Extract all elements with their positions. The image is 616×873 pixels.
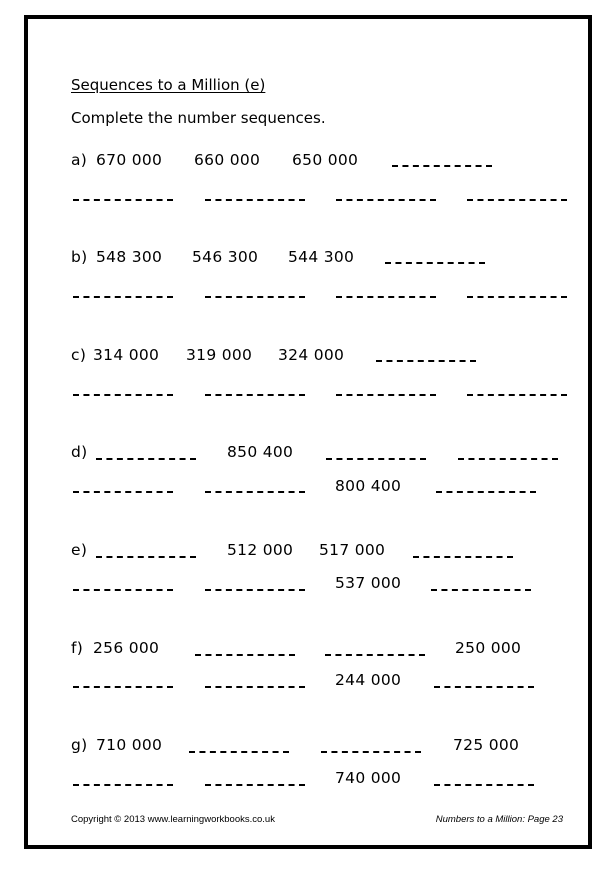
answer-blank[interactable] <box>73 199 173 201</box>
answer-blank[interactable] <box>96 458 196 460</box>
answer-blank[interactable] <box>73 784 173 786</box>
question-label: b) <box>71 248 88 266</box>
answer-blank[interactable] <box>321 751 421 753</box>
answer-blank[interactable] <box>431 589 531 591</box>
sequence-number: 512 000 <box>227 541 294 559</box>
sequence-number: 710 000 <box>96 736 163 754</box>
sequence-number: 740 000 <box>335 769 402 787</box>
question-label: c) <box>71 346 87 364</box>
question-label: f) <box>71 639 84 657</box>
answer-blank[interactable] <box>376 360 476 362</box>
answer-blank[interactable] <box>73 394 173 396</box>
page-border <box>24 15 592 849</box>
answer-blank[interactable] <box>73 491 173 493</box>
sequence-number: 517 000 <box>319 541 386 559</box>
answer-blank[interactable] <box>467 394 567 396</box>
answer-blank[interactable] <box>336 199 436 201</box>
answer-blank[interactable] <box>434 784 534 786</box>
answer-blank[interactable] <box>434 686 534 688</box>
sequence-number: 314 000 <box>93 346 160 364</box>
answer-blank[interactable] <box>436 491 536 493</box>
answer-blank[interactable] <box>392 165 492 167</box>
sequence-number: 256 000 <box>93 639 160 657</box>
answer-blank[interactable] <box>336 296 436 298</box>
answer-blank[interactable] <box>205 296 305 298</box>
question-label: d) <box>71 443 88 461</box>
worksheet-title: Sequences to a Million (e) <box>71 76 266 94</box>
answer-blank[interactable] <box>195 654 295 656</box>
sequence-number: 544 300 <box>288 248 355 266</box>
answer-blank[interactable] <box>326 458 426 460</box>
sequence-number: 537 000 <box>335 574 402 592</box>
copyright-footer: Copyright © 2013 www.learningworkbooks.co.uk <box>71 814 275 825</box>
answer-blank[interactable] <box>205 394 305 396</box>
answer-blank[interactable] <box>467 296 567 298</box>
worksheet-instruction: Complete the number sequences. <box>71 109 326 127</box>
answer-blank[interactable] <box>205 686 305 688</box>
answer-blank[interactable] <box>73 296 173 298</box>
answer-blank[interactable] <box>336 394 436 396</box>
sequence-number: 546 300 <box>192 248 259 266</box>
answer-blank[interactable] <box>385 262 485 264</box>
question-label: a) <box>71 151 88 169</box>
page-number-footer: Numbers to a Million: Page 23 <box>435 814 563 825</box>
sequence-number: 324 000 <box>278 346 345 364</box>
answer-blank[interactable] <box>189 751 289 753</box>
answer-blank[interactable] <box>458 458 558 460</box>
answer-blank[interactable] <box>205 491 305 493</box>
answer-blank[interactable] <box>73 686 173 688</box>
sequence-number: 670 000 <box>96 151 163 169</box>
answer-blank[interactable] <box>467 199 567 201</box>
sequence-number: 660 000 <box>194 151 261 169</box>
question-label: g) <box>71 736 88 754</box>
answer-blank[interactable] <box>413 556 513 558</box>
sequence-number: 650 000 <box>292 151 359 169</box>
sequence-number: 725 000 <box>453 736 520 754</box>
sequence-number: 244 000 <box>335 671 402 689</box>
answer-blank[interactable] <box>205 784 305 786</box>
sequence-number: 250 000 <box>455 639 522 657</box>
answer-blank[interactable] <box>205 589 305 591</box>
sequence-number: 319 000 <box>186 346 253 364</box>
answer-blank[interactable] <box>205 199 305 201</box>
question-label: e) <box>71 541 88 559</box>
answer-blank[interactable] <box>325 654 425 656</box>
sequence-number: 800 400 <box>335 477 402 495</box>
sequence-number: 548 300 <box>96 248 163 266</box>
sequence-number: 850 400 <box>227 443 294 461</box>
answer-blank[interactable] <box>96 556 196 558</box>
answer-blank[interactable] <box>73 589 173 591</box>
